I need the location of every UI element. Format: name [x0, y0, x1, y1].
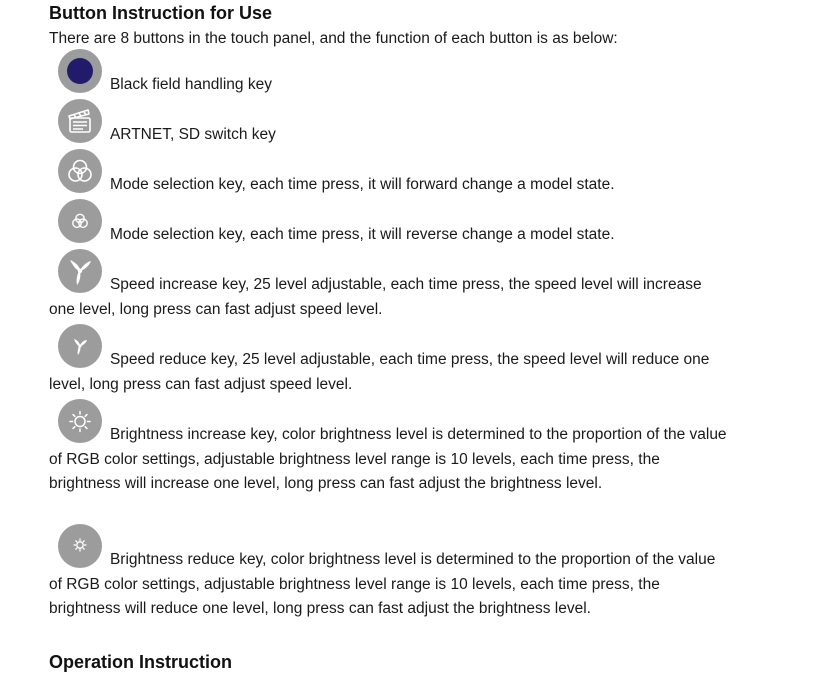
button-entry-brightness-increase — [49, 401, 729, 497]
rgb-circles-icon — [58, 149, 102, 193]
button-description: Speed reduce key, 25 level adjustable, each time press, the speed level will reduce one level, long press can fast adjust speed level. — [49, 351, 710, 393]
section-title-operation-instruction: Operation Instruction — [49, 652, 233, 672]
button-description: Mode selection key, each time press, it will forward change a model state. — [109, 176, 615, 193]
button-description: Brightness increase key, color brightness level is determined to the proportion of the value of RGB color settings, adjustable brightness level range is 10 levels, each time press, the brightness will increase one level, long press can fast adjust the brightness level. — [49, 426, 727, 492]
clapperboard-icon — [58, 99, 102, 143]
black-dot-icon — [58, 49, 102, 93]
button-description: Black field handling key — [109, 76, 272, 93]
button-entry-mode-reverse — [49, 201, 729, 248]
button-entry-speed-increase — [49, 251, 729, 322]
fan-large-icon — [58, 249, 102, 293]
button-description: Mode selection key, each time press, it will reverse change a model state. — [109, 226, 615, 243]
sun-large-icon — [58, 399, 102, 443]
fan-small-icon — [58, 324, 102, 368]
button-entry-black-field — [49, 51, 729, 98]
button-entry-speed-reduce — [49, 326, 729, 397]
button-description: ARTNET, SD switch key — [109, 126, 276, 143]
button-entry-artnet-sd — [49, 101, 729, 148]
sun-small-icon — [58, 524, 102, 568]
button-entry-brightness-reduce — [49, 526, 729, 622]
button-description: Brightness reduce key, color brightness level is determined to the proportion of the value of RGB color settings, adjustable brightness level range is 10 levels, each time press, the brightness will reduce one level, long press can fast adjust the brightness level. — [49, 551, 716, 617]
intro-paragraph: There are 8 buttons in the touch panel, and the function of each button is as below: — [49, 30, 618, 47]
rgb-circles-small-icon — [58, 199, 102, 243]
button-entry-mode-forward — [49, 151, 729, 198]
section-title-button-instruction: Button Instruction for Use — [49, 3, 272, 23]
button-description: Speed increase key, 25 level adjustable, each time press, the speed level will increase one level, long press can fast adjust speed level. — [49, 276, 702, 318]
